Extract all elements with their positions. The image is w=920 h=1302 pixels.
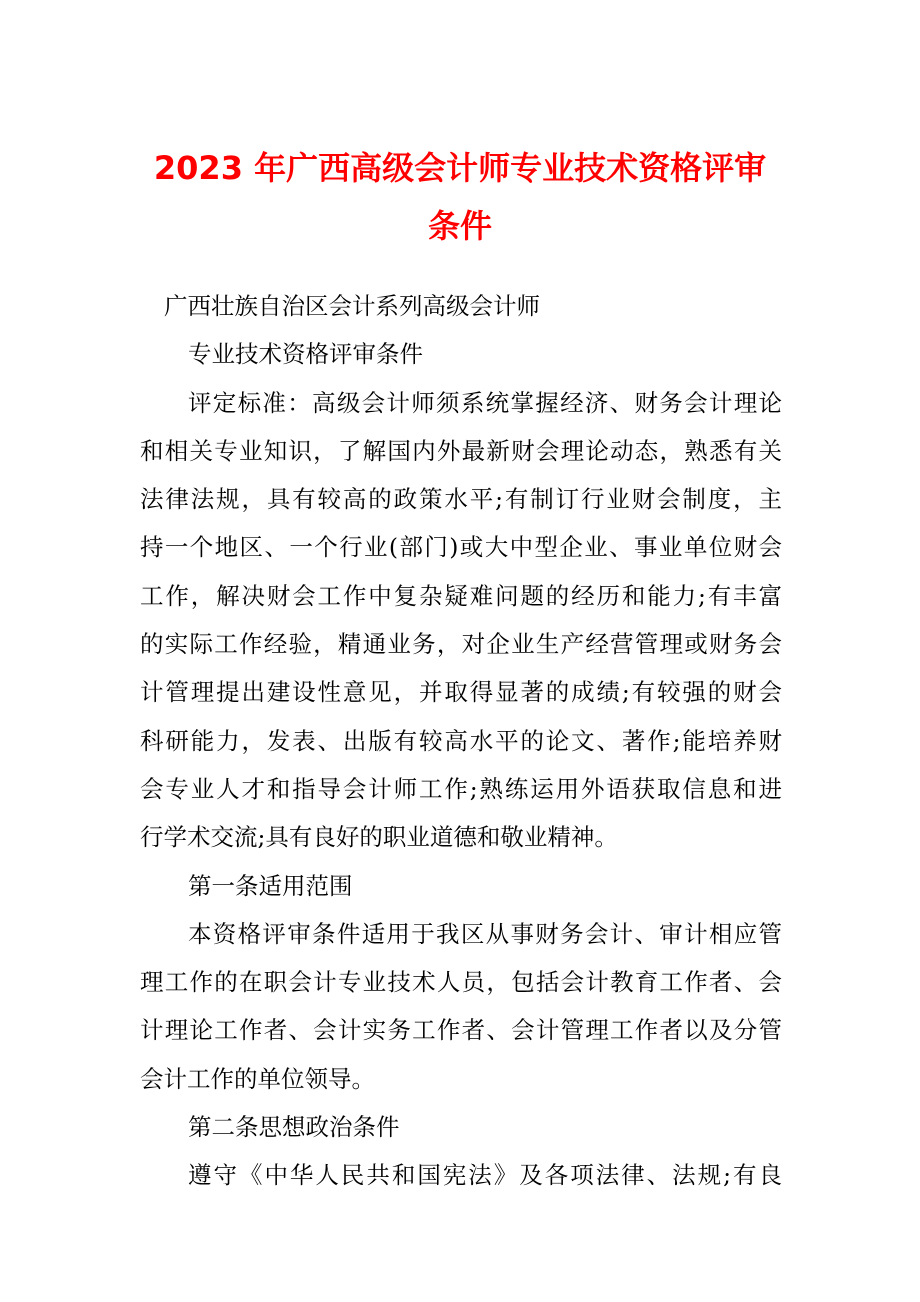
body-line: 法律法规，具有较高的政策水平;有制订行业财会制度，主 <box>140 485 782 514</box>
body-line: 计理论工作者、会计实务工作者、会计管理工作者以及分管 <box>140 1016 782 1045</box>
body-line: 行学术交流;具有良好的职业道德和敬业精神。 <box>140 823 618 852</box>
body-line: 理工作的在职会计专业技术人员，包括会计教育工作者、会 <box>140 968 782 997</box>
body-line: 广西壮族自治区会计系列高级会计师 <box>164 292 540 320</box>
body-line: 本资格评审条件适用于我区从事财务会计、审计相应管 <box>188 919 782 948</box>
document-body <box>140 282 782 1200</box>
body-line: 持一个地区、一个行业(部门)或大中型企业、事业单位财会 <box>140 533 782 562</box>
body-line: 工作，解决财会工作中复杂疑难问题的经历和能力;有丰富 <box>140 581 782 610</box>
body-line: 会计工作的单位领导。 <box>140 1064 375 1093</box>
body-line: 专业技术资格评审条件 <box>188 340 423 369</box>
body-line: 和相关专业知识，了解国内外最新财会理论动态，熟悉有关 <box>140 436 782 465</box>
section-heading: 第二条思想政治条件 <box>188 1113 400 1142</box>
body-line: 的实际工作经验，精通业务，对企业生产经营管理或财务会 <box>140 630 782 659</box>
body-line: 科研能力，发表、出版有较高水平的论文、著作;能培养财 <box>140 726 782 755</box>
document-title-line-2: 条件 <box>427 207 492 245</box>
body-line: 评定标准：高级会计师须系统掌握经济、财务会计理论 <box>188 388 782 417</box>
body-line: 会专业人才和指导会计师工作;熟练运用外语获取信息和进 <box>140 774 782 803</box>
section-heading: 第一条适用范围 <box>188 871 353 900</box>
body-line: 计管理提出建设性意见，并取得显著的成绩;有较强的财会 <box>140 678 782 707</box>
document-title-line-1: 2023 年广西高级会计师专业技术资格评审 <box>153 149 767 187</box>
body-line: 遵守《中华人民共和国宪法》及各项法律、法规;有良 <box>188 1161 782 1190</box>
